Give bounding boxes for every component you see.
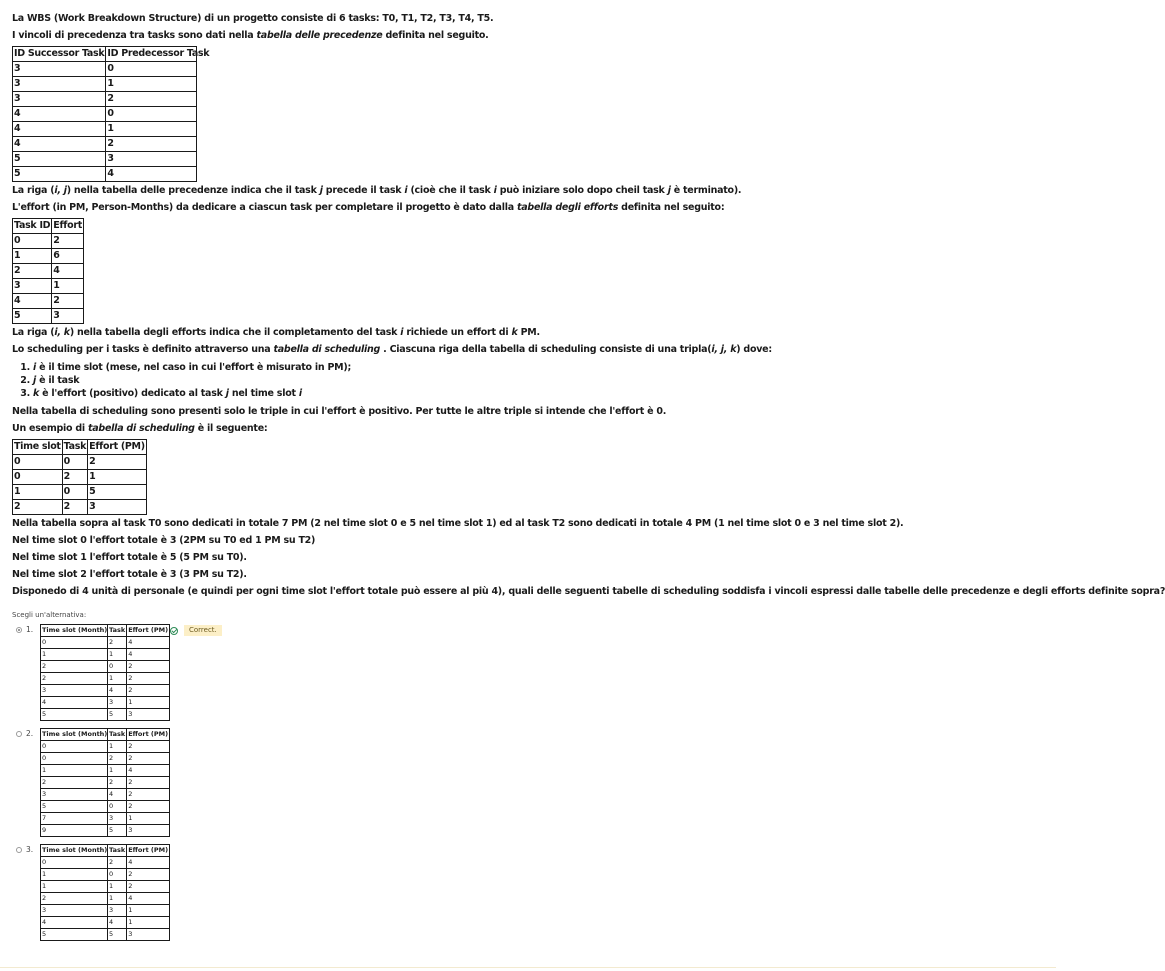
- example-explanation: Nella tabella sopra al task T0 sono dedicati in totale 7 PM (2 nel time slot 0 e 5 nel time slot 1) ed al task T2 sono dedicati in totale 4 PM (1 nel time slot 0 e 3 nel time slot 2).: [12, 518, 904, 529]
- table-cell: 1: [88, 470, 147, 485]
- table-cell: 2: [41, 777, 108, 789]
- column-header: Time slot (Month): [41, 625, 108, 637]
- table-cell: 2: [108, 753, 127, 765]
- text-span: PM.: [517, 327, 540, 338]
- table-cell: 5: [108, 929, 127, 941]
- table-cell: 0: [13, 470, 63, 485]
- table-cell: 2: [62, 470, 87, 485]
- text-span: La riga (: [12, 185, 55, 196]
- table-cell: 4: [41, 697, 108, 709]
- table-cell: 2: [127, 881, 170, 893]
- list-item: [33, 387, 1048, 400]
- triple-definition-list: [12, 361, 1048, 400]
- table-cell: 5: [41, 929, 108, 941]
- table-row: [13, 309, 84, 324]
- column-header: Time slot (Month): [41, 729, 108, 741]
- table-row: [41, 825, 170, 837]
- table-row: [13, 500, 147, 515]
- text-span: precede il task: [322, 185, 405, 196]
- text-span: L'effort (in PM, Person-Months) da dedicare a ciascun task per completare il progetto è dato dalla: [12, 202, 517, 213]
- table-row: [41, 929, 170, 941]
- table-cell: 4: [13, 137, 106, 152]
- option-schedule-table: [40, 728, 170, 837]
- column-header: Time slot (Month): [41, 845, 108, 857]
- table-cell: 7: [41, 813, 108, 825]
- table-cell: 4: [13, 122, 106, 137]
- option-number: 1.: [26, 625, 34, 634]
- precedence-table: [12, 46, 210, 182]
- table-cell: 0: [41, 857, 108, 869]
- table-cell: 2: [127, 673, 170, 685]
- table-cell: 1: [13, 249, 52, 264]
- table-row: [41, 765, 170, 777]
- table-row: [41, 673, 170, 685]
- list-item: [33, 361, 1048, 374]
- table-cell: 2: [88, 455, 147, 470]
- question-content: [12, 10, 1165, 941]
- table-cell: 2: [127, 789, 170, 801]
- table-row: [13, 122, 197, 137]
- table-cell: 3: [108, 813, 127, 825]
- divider: [0, 967, 1056, 968]
- table-cell: 3: [106, 152, 197, 167]
- table-row: [41, 709, 170, 721]
- table-cell: 3: [127, 929, 170, 941]
- table-row: [41, 685, 170, 697]
- table-cell: 3: [88, 500, 147, 515]
- table-cell: 2: [41, 673, 108, 685]
- table-cell: 2: [52, 294, 84, 309]
- table-cell: 5: [88, 485, 147, 500]
- text-span: . Ciascuna riga della tabella di scheduling consiste di una tripla(: [380, 344, 712, 355]
- effort-table: [12, 218, 84, 324]
- table-cell: 2: [127, 777, 170, 789]
- example-intro: [12, 420, 1048, 437]
- table-cell: 0: [108, 661, 127, 673]
- triple-note: Nella tabella di scheduling sono presenti solo le triple in cui l'effort è positivo. Per tutte le altre triple si intende che l'effort è 0.: [12, 406, 667, 417]
- table-cell: 1: [52, 279, 84, 294]
- table-cell: 1: [108, 893, 127, 905]
- column-header: Effort (PM): [88, 440, 147, 455]
- table-cell: 1: [127, 813, 170, 825]
- table-cell: 4: [13, 294, 52, 309]
- table-cell: 1: [108, 649, 127, 661]
- table-row: [13, 279, 84, 294]
- table-row: [13, 152, 197, 167]
- table-cell: 1: [41, 649, 108, 661]
- table-row: [41, 917, 170, 929]
- table-cell: 0: [106, 62, 197, 77]
- table-cell: 2: [127, 801, 170, 813]
- italic-term: i, j: [54, 185, 67, 196]
- text-span: Lo scheduling per i tasks è definito attraverso una: [12, 344, 274, 355]
- effort-row-explanation: [12, 324, 1048, 341]
- table-row: [41, 905, 170, 917]
- table-cell: 3: [127, 825, 170, 837]
- table-cell: 0: [13, 455, 63, 470]
- table-cell: 1: [127, 697, 170, 709]
- check-circle-icon: [170, 627, 178, 635]
- table-cell: 4: [52, 264, 84, 279]
- text-span: può iniziare solo dopo cheil task: [496, 185, 668, 196]
- column-header: ID Predecessor Task: [106, 47, 197, 62]
- table-cell: 3: [41, 789, 108, 801]
- text-span: I vincoli di precedenza tra tasks sono dati nella: [12, 30, 257, 41]
- text-span: richiede un effort di: [403, 327, 512, 338]
- table-cell: 4: [127, 637, 170, 649]
- table-cell: 3: [13, 77, 106, 92]
- column-header: Time slot: [13, 440, 63, 455]
- table-row: [13, 77, 197, 92]
- table-cell: 3: [13, 62, 106, 77]
- table-row: [13, 107, 197, 122]
- column-header: Task: [108, 625, 127, 637]
- table-cell: 5: [41, 709, 108, 721]
- table-cell: 2: [127, 753, 170, 765]
- table-cell: 1: [108, 881, 127, 893]
- radio-button[interactable]: [16, 731, 22, 737]
- table-cell: 1: [13, 485, 63, 500]
- table-cell: 0: [41, 637, 108, 649]
- italic-term: tabella degli efforts: [516, 202, 619, 213]
- italic-term: j: [33, 375, 37, 386]
- list-item: [33, 374, 1048, 387]
- table-cell: 2: [41, 893, 108, 905]
- table-cell: 2: [108, 857, 127, 869]
- table-cell: 4: [41, 917, 108, 929]
- italic-term: k: [511, 327, 518, 338]
- text-span: definita nel seguito.: [382, 30, 489, 41]
- table-row: [41, 649, 170, 661]
- table-row: [41, 697, 170, 709]
- table-cell: 2: [127, 869, 170, 881]
- table-cell: 1: [106, 122, 197, 137]
- table-row: [13, 294, 84, 309]
- table-row: [41, 869, 170, 881]
- table-cell: 1: [41, 881, 108, 893]
- table-cell: 4: [106, 167, 197, 182]
- slot-0-note: Nel time slot 0 l'effort totale è 3 (2PM su T0 ed 1 PM su T2): [12, 535, 316, 546]
- table-row: [13, 234, 84, 249]
- table-cell: 3: [108, 905, 127, 917]
- table-cell: 0: [13, 234, 52, 249]
- effort-intro: [12, 199, 1048, 216]
- table-cell: 3: [41, 905, 108, 917]
- radio-button[interactable]: [16, 627, 22, 633]
- table-cell: 4: [108, 917, 127, 929]
- italic-term: j: [667, 185, 671, 196]
- italic-term: i, j, k: [711, 344, 737, 355]
- table-row: [13, 264, 84, 279]
- table-row: [41, 881, 170, 893]
- table-row: [41, 741, 170, 753]
- table-cell: 5: [13, 309, 52, 324]
- text-span: nel time slot: [228, 388, 299, 399]
- table-cell: 1: [106, 77, 197, 92]
- table-cell: 1: [108, 673, 127, 685]
- column-header: Task: [108, 845, 127, 857]
- table-row: [13, 470, 147, 485]
- table-cell: 2: [13, 264, 52, 279]
- table-cell: 2: [62, 500, 87, 515]
- table-row: [41, 753, 170, 765]
- text-span: ) nella tabella delle precedenze indica che il task: [66, 185, 320, 196]
- italic-term: i: [404, 185, 408, 196]
- table-cell: 5: [108, 825, 127, 837]
- table-cell: 5: [41, 801, 108, 813]
- text-span: definita nel seguito:: [618, 202, 725, 213]
- table-cell: 0: [41, 741, 108, 753]
- text-span: Un esempio di: [12, 423, 88, 434]
- italic-term: i: [298, 388, 302, 399]
- answer-prompt: Scegli un'alternativa:: [12, 611, 87, 619]
- text-span: ) nella tabella degli efforts indica che il completamento del task: [69, 327, 401, 338]
- column-header: Task: [108, 729, 127, 741]
- table-cell: 4: [108, 685, 127, 697]
- table-row: [13, 137, 197, 152]
- table-row: [41, 801, 170, 813]
- feedback: [170, 625, 222, 636]
- table-cell: 5: [13, 167, 106, 182]
- table-cell: 2: [127, 741, 170, 753]
- table-row: [41, 857, 170, 869]
- table-cell: 2: [13, 500, 63, 515]
- table-cell: 0: [41, 753, 108, 765]
- table-cell: 0: [108, 801, 127, 813]
- option-schedule-table: [40, 624, 170, 721]
- table-row: [41, 893, 170, 905]
- table-cell: 2: [108, 637, 127, 649]
- table-row: [13, 249, 84, 264]
- italic-term: k: [33, 388, 40, 399]
- table-cell: 2: [106, 137, 197, 152]
- scheduling-definition: [12, 341, 1048, 358]
- table-cell: 6: [52, 249, 84, 264]
- table-cell: 4: [127, 765, 170, 777]
- table-cell: 4: [127, 857, 170, 869]
- table-cell: 1: [41, 869, 108, 881]
- italic-term: i, k: [54, 327, 70, 338]
- table-cell: 2: [52, 234, 84, 249]
- table-cell: 1: [127, 905, 170, 917]
- table-cell: 4: [127, 649, 170, 661]
- table-cell: 5: [13, 152, 106, 167]
- italic-term: tabella delle precedenze: [256, 30, 383, 41]
- table-cell: 1: [108, 741, 127, 753]
- table-cell: 3: [41, 685, 108, 697]
- option-number: 3.: [26, 845, 34, 854]
- column-header: Effort: [52, 219, 84, 234]
- table-cell: 3: [13, 92, 106, 107]
- table-cell: 0: [108, 869, 127, 881]
- column-header: ID Successor Task: [13, 47, 106, 62]
- table-cell: 0: [62, 455, 87, 470]
- table-row: [41, 789, 170, 801]
- correct-badge: Correct.: [184, 625, 222, 636]
- text-span: La riga (: [12, 327, 55, 338]
- table-cell: 4: [127, 893, 170, 905]
- table-cell: 1: [41, 765, 108, 777]
- table-cell: 2: [127, 661, 170, 673]
- text-span: è il seguente:: [194, 423, 268, 434]
- answer-options: [12, 624, 1048, 941]
- radio-button[interactable]: [16, 847, 22, 853]
- text-span: è terminato).: [670, 185, 742, 196]
- italic-term: i: [33, 362, 37, 373]
- table-row: [13, 455, 147, 470]
- table-cell: 3: [127, 709, 170, 721]
- italic-term: tabella di scheduling: [273, 344, 381, 355]
- table-row: [13, 167, 197, 182]
- column-header: Task: [62, 440, 87, 455]
- option-number: 2.: [26, 729, 34, 738]
- table-cell: 2: [41, 661, 108, 673]
- text-span: ) dove:: [736, 344, 772, 355]
- intro-paragraph: La WBS (Work Breakdown Structure) di un progetto consiste di 6 tasks: T0, T1, T2, T3, T4, T5.: [12, 13, 494, 24]
- table-cell: 0: [62, 485, 87, 500]
- table-row: [13, 485, 147, 500]
- italic-term: j: [225, 388, 229, 399]
- table-row: [41, 777, 170, 789]
- table-cell: 3: [108, 697, 127, 709]
- text-span: è il task: [36, 375, 80, 386]
- italic-term: i: [400, 327, 404, 338]
- table-cell: 2: [127, 685, 170, 697]
- table-row: [41, 813, 170, 825]
- table-cell: 4: [108, 789, 127, 801]
- table-cell: 0: [106, 107, 197, 122]
- table-cell: 2: [108, 777, 127, 789]
- italic-term: i: [493, 185, 497, 196]
- table-row: [13, 62, 197, 77]
- answer-option-2[interactable]: [12, 728, 1048, 837]
- column-header: Effort (PM): [127, 729, 170, 741]
- table-cell: 3: [52, 309, 84, 324]
- final-question: Disponedo di 4 unità di personale (e quindi per ogni time slot l'effort totale può essere al più 4), quali delle seguenti tabelle di scheduling soddisfa i vincoli espressi dalle tabelle delle precedenze e degli efforts definite sopra?: [12, 586, 1165, 597]
- table-cell: 1: [108, 765, 127, 777]
- precedence-row-explanation: [12, 182, 1048, 199]
- option-schedule-table: [40, 844, 170, 941]
- precedence-intro: [12, 27, 1048, 44]
- table-row: [41, 661, 170, 673]
- text-span: è l'effort (positivo) dedicato al task: [39, 388, 226, 399]
- table-cell: 2: [106, 92, 197, 107]
- example-schedule-table: [12, 439, 147, 515]
- slot-2-note: Nel time slot 2 l'effort totale è 3 (3 PM su T2).: [12, 569, 247, 580]
- slot-1-note: Nel time slot 1 l'effort totale è 5 (5 PM su T0).: [12, 552, 247, 563]
- table-cell: 3: [13, 279, 52, 294]
- table-cell: 4: [13, 107, 106, 122]
- table-cell: 1: [127, 917, 170, 929]
- column-header: Effort (PM): [127, 625, 170, 637]
- italic-term: tabella di scheduling: [87, 423, 195, 434]
- answer-option-1[interactable]: [12, 624, 1048, 721]
- table-row: [41, 637, 170, 649]
- table-cell: 9: [41, 825, 108, 837]
- answer-option-3[interactable]: [12, 844, 1048, 941]
- table-row: [13, 92, 197, 107]
- text-span: (cioè che il task: [407, 185, 494, 196]
- column-header: Task ID: [13, 219, 52, 234]
- italic-term: j: [319, 185, 323, 196]
- text-span: è il time slot (mese, nel caso in cui l'effort è misurato in PM);: [36, 362, 352, 373]
- table-cell: 5: [108, 709, 127, 721]
- column-header: Effort (PM): [127, 845, 170, 857]
